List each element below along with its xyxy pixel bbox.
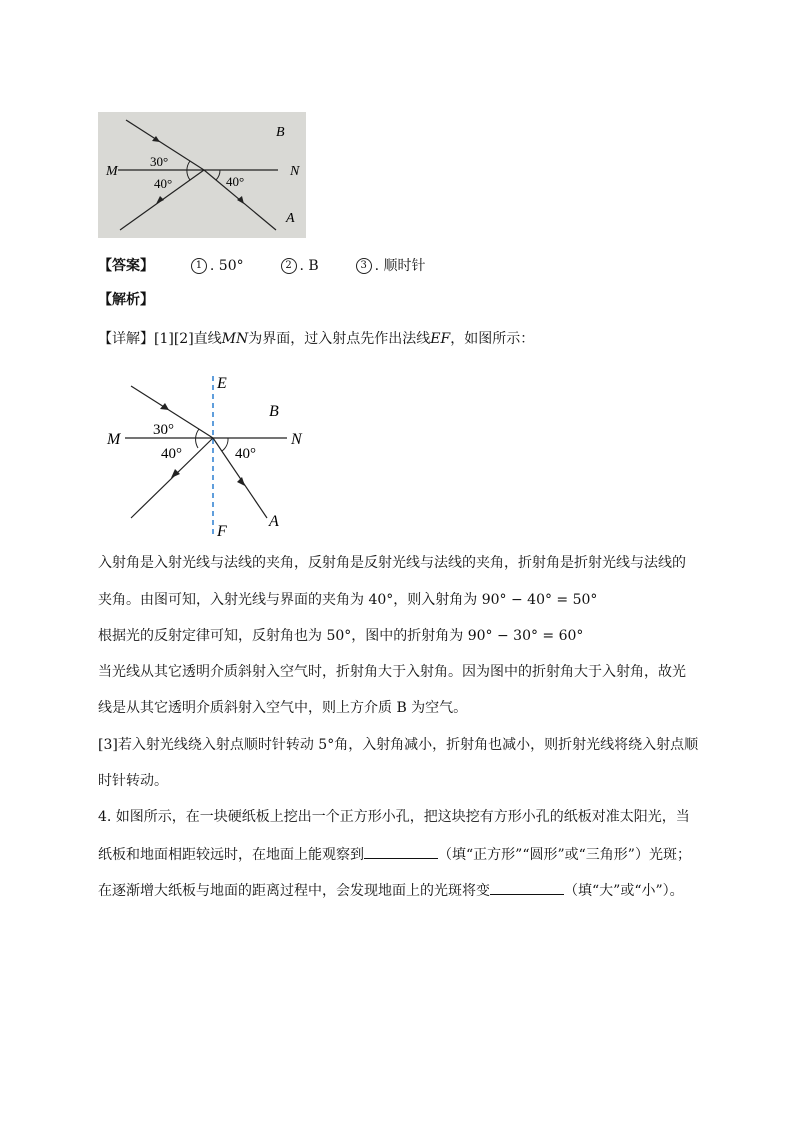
answer-label: 【答案】	[98, 258, 154, 274]
label-m: M	[107, 431, 121, 448]
analysis-label: 【解析】	[98, 292, 154, 308]
arrow-icon	[237, 477, 245, 486]
paragraph-3: 根据光的反射定律可知，反射角也为 50°，图中的折射角为 90° − 30° = 60°	[98, 628, 584, 644]
paragraph-7: 时针转动。	[98, 773, 168, 789]
figure-photo-svg	[98, 112, 306, 238]
paragraph-5: 线是从其它透明介质斜射入空气中，则上方介质 B 为空气。	[98, 700, 468, 716]
question-text: 在逐渐增大纸板与地面的距离过程中，会发现地面上的光斑将变	[98, 883, 490, 899]
question-text: （填“大”或“小”）。	[564, 883, 684, 899]
paragraph-1: 入射角是入射光线与法线的夹角，反射角是反射光线与法线的夹角，折射角是折射光线与法线的	[98, 555, 686, 571]
angle-arc	[222, 438, 228, 451]
answer-number-1: 1	[191, 258, 207, 274]
angle-label: 40°	[235, 446, 256, 462]
question-text: 纸板和地面相距较远时，在地面上能观察到	[98, 847, 364, 863]
answer-number-3: 3	[356, 258, 372, 274]
label-a: A	[286, 211, 295, 226]
detail-mn: MN	[221, 331, 249, 347]
arrow-icon	[156, 196, 164, 204]
label-n: N	[291, 431, 302, 448]
answer-line	[98, 256, 426, 276]
label-m: M	[106, 164, 118, 179]
arrow-icon	[237, 196, 244, 204]
question-line-3	[98, 880, 684, 901]
angle-arc	[216, 170, 220, 180]
label-b: B	[269, 403, 279, 420]
paragraph-2: 夹角。由图可知，入射光线与界面的夹角为 40°，则入射角为 90° − 40° = 50°	[98, 592, 598, 608]
arrow-icon	[160, 403, 169, 410]
detail-prefix: 【详解】[1][2]直线	[98, 331, 222, 347]
detail-line	[98, 329, 534, 349]
answer-blank[interactable]	[364, 844, 438, 859]
label-f: F	[217, 523, 227, 540]
question-line-1: 4. 如图所示，在一块硬纸板上挖出一个正方形小孔，把这块挖有方形小孔的纸板对准太阳光，当	[98, 809, 690, 825]
angle-label: 30°	[150, 154, 169, 169]
detail-ef: EF	[430, 331, 451, 347]
paragraph-4: 当光线从其它透明介质斜射入空气时，折射角大于入射角。因为图中的折射角大于入射角，故光	[98, 664, 686, 680]
detail-suffix: ，如图所示：	[450, 331, 535, 347]
answer-value-3: . 顺时针	[374, 258, 426, 274]
question-text: （填“正方形”“圆形”或“三角形”）光斑；	[438, 847, 691, 863]
label-a: A	[269, 513, 279, 530]
refraction-diagram	[105, 368, 325, 544]
detail-mid: 为界面，过入射点先作出法线	[248, 331, 431, 347]
answer-blank[interactable]	[490, 880, 564, 895]
refraction-diagram-svg	[105, 368, 325, 540]
answer-value-1: . 50°	[209, 258, 244, 274]
angle-label: 40°	[154, 176, 173, 191]
answer-number-2: 2	[281, 258, 297, 274]
figure-photo	[98, 112, 306, 238]
arrow-icon	[171, 469, 180, 478]
answer-value-2: . B	[299, 258, 319, 274]
label-b: B	[276, 125, 285, 140]
paragraph-6: [3]若入射光线绕入射点顺时针转动 5°角，入射角减小，折射角也减小，则折射光线将绕入射点顺	[98, 737, 699, 753]
label-n: N	[290, 164, 300, 179]
angle-label: 30°	[153, 422, 174, 438]
label-e: E	[217, 375, 227, 392]
question-line-2	[98, 844, 691, 865]
angle-label: 40°	[161, 446, 182, 462]
angle-label: 40°	[226, 174, 245, 189]
